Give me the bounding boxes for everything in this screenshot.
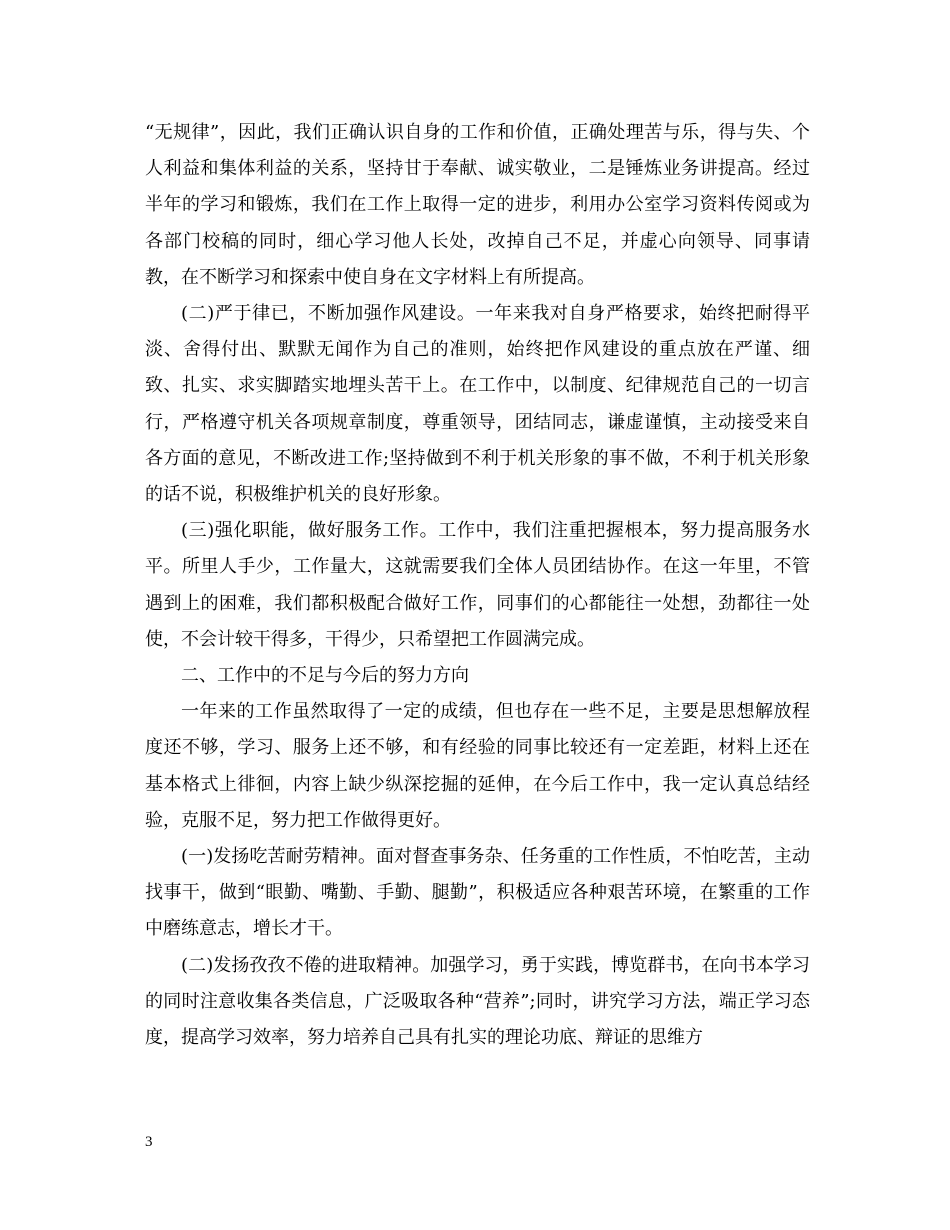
paragraph-2: (二)严于律已，不断加强作风建设。一年来我对自身严格要求，始终把耐得平淡、舍得付出、默默无闻作为自己的准则，始终把作风建设的重点放在严谨、细致、扎实、求实脚踏实地埋头苦干上。在工作中，以制度、纪律规范自己的一切言行，严格遵守机关各项规章制度，尊重领导，团结同志，谦虚谨慎，主动接受来自各方面的意见，不断改进工作;坚持做到不利于机关形象的事不做，不利于机关形象的话不说，积极维护机关的良好形象。 — [145, 303, 810, 506]
paragraph-6: (二)发扬孜孜不倦的进取精神。加强学习，勇于实践，博览群书，在向书本学习的同时注意收集各类信息，广泛吸取各种“营养”;同时，讲究学习方法，端正学习态度，提高学习效率，努力培养自己具有扎实的理论功底、辩证的思维方 — [145, 954, 810, 1049]
page-number: 3 — [145, 1134, 153, 1150]
document-body — [145, 115, 810, 1056]
paragraph-5: (一)发扬吃苦耐劳精神。面对督查事务杂、任务重的工作性质，不怕吃苦，主动找事干，做到“眼勤、嘴勤、手勤、腿勤”，积极适应各种艰苦环境，在繁重的工作中磨练意志，增长才干。 — [145, 846, 810, 940]
paragraph-3: (三)强化职能，做好服务工作。工作中，我们注重把握根本，努力提高服务水平。所里人手少，工作量大，这就需要我们全体人员团结协作。在这一年里，不管遇到上的困难，我们都积极配合做好工作，同事们的心都能往一处想，劲都往一处使，不会计较干得多，干得少，只希望把工作圆满完成。 — [145, 520, 810, 650]
paragraph-1: “无规律”，因此，我们正确认识自身的工作和价值，正确处理苦与乐，得与失、个人利益和集体利益的关系，坚持甘于奉献、诚实敬业，二是锤炼业务讲提高。经过半年的学习和锻炼，我们在工作上取得一定的进步，利用办公室学习资料传阅或为各部门校稿的同时，细心学习他人长处，改掉自己不足，并虚心向领导、同事请教，在不断学习和探索中使自身在文字材料上有所提高。 — [145, 122, 810, 288]
section-heading: 二、工作中的不足与今后的努力方向 — [181, 665, 469, 687]
paragraph-4: 一年来的工作虽然取得了一定的成绩，但也存在一些不足，主要是思想解放程度还不够，学习、服务上还不够，和有经验的同事比较还有一定差距，材料上还在基本格式上徘徊，内容上缺少纵深挖掘的延伸，在今后工作中，我一定认真总结经验，克服不足，努力把工作做得更好。 — [145, 701, 810, 831]
